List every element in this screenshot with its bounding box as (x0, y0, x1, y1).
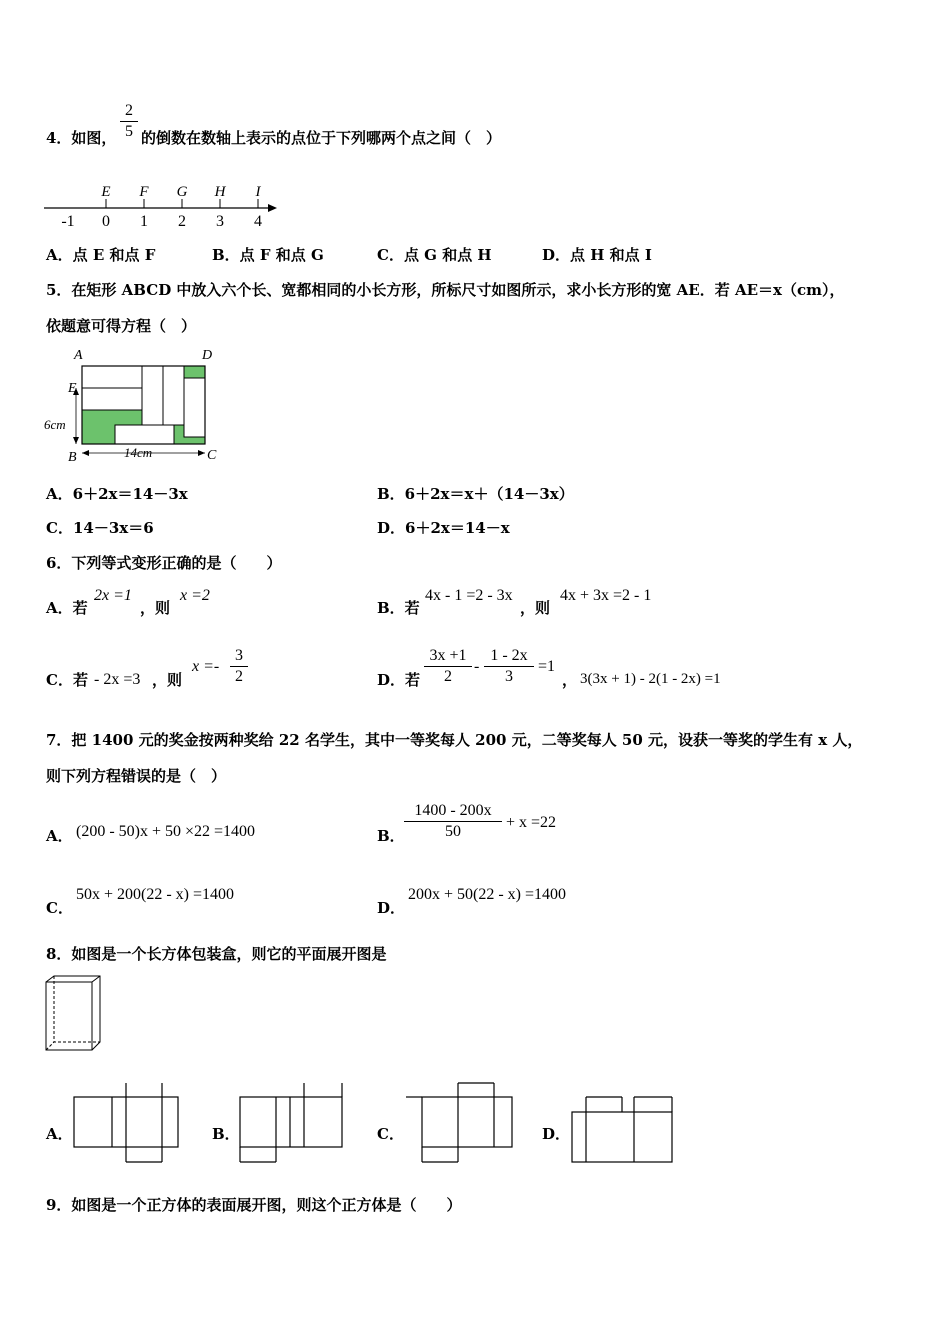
tick-label: 2 (178, 213, 186, 230)
q5-option-b[interactable]: B．6＋2x＝x＋（14－3x） (377, 485, 574, 503)
q4-stem-prefix: 4．如图， (46, 129, 117, 147)
q5-stem-line1: 5．在矩形 ABCD 中放入六个长、宽都相同的小长方形，所标尺寸如图所示，求小长方形的宽 AE．若 AE＝x（cm）， (46, 281, 845, 299)
q8-net-c[interactable] (404, 1082, 516, 1164)
q8-option-c-label[interactable]: C． (377, 1125, 404, 1143)
cuboid-box-figure (44, 974, 104, 1054)
q6-stem: 6．下列等式变形正确的是（ ） (46, 554, 282, 572)
q4-fraction-denominator: 5 (125, 123, 133, 140)
q4-fraction (120, 101, 138, 142)
point-label-h: H (214, 184, 226, 200)
q5-option-c[interactable]: C．14－3x＝6 (46, 519, 154, 537)
green-area-top-right (184, 366, 205, 378)
tick-label: 1 (140, 213, 148, 230)
label-b: B (68, 450, 77, 465)
q5-option-a[interactable]: A．6＋2x＝14－3x (46, 485, 188, 503)
point-label-i: I (255, 184, 261, 200)
q8-option-d-label[interactable]: D． (542, 1125, 571, 1143)
q7-stem-line2: 则下列方程错误的是（ ） (46, 767, 227, 785)
q4-fraction-numerator: 2 (120, 101, 138, 122)
q5-stem-line2: 依题意可得方程（ ） (46, 317, 197, 335)
point-label-g: G (176, 184, 188, 200)
label-a: A (74, 348, 83, 363)
q5-rectangle-figure (44, 345, 234, 465)
label-14cm: 14cm (124, 445, 153, 460)
q8-net-d[interactable] (570, 1082, 676, 1164)
q4-option-d[interactable]: D．点 H 和点 I (542, 246, 652, 264)
q4-option-b[interactable]: B．点 F 和点 G (212, 246, 324, 264)
label-6cm: 6cm (44, 417, 66, 432)
label-d: D (202, 348, 213, 363)
q8-net-b[interactable] (238, 1082, 348, 1164)
q7-stem-line1: 7．把 1400 元的奖金按两种奖给 22 名学生，其中一等奖每人 200 元，二等奖每人 50 元，设获一等奖的学生有 x 人， (46, 731, 863, 749)
q8-stem: 8．如图是一个长方体包装盒，则它的平面展开图是 (46, 945, 387, 963)
q4-option-a[interactable]: A．点 E 和点 F (46, 246, 156, 264)
point-label-f: F (139, 184, 149, 200)
tick-label: 4 (254, 213, 262, 230)
q9-stem: 9．如图是一个正方体的表面展开图，则这个正方体是（ ） (46, 1196, 462, 1214)
q5-option-d[interactable]: D．6＋2x＝14－x (377, 519, 510, 537)
q8-net-a[interactable] (72, 1082, 182, 1164)
q4-option-c[interactable]: C．点 G 和点 H (377, 246, 492, 264)
tick-label: 3 (216, 213, 224, 230)
label-e: E (68, 381, 77, 396)
q4-stem-suffix: 的倒数在数轴上表示的点位于下列哪两个点之间（ ） (141, 129, 502, 147)
number-line-arrow-icon (268, 204, 277, 212)
label-c: C (207, 448, 217, 463)
tick-label: 0 (102, 213, 110, 230)
point-label-e: E (101, 184, 111, 200)
q4-number-line (44, 180, 284, 230)
q8-option-a-label[interactable]: A． (46, 1125, 73, 1143)
tick-label: -1 (61, 213, 75, 230)
q8-option-b-label[interactable]: B． (212, 1125, 240, 1143)
